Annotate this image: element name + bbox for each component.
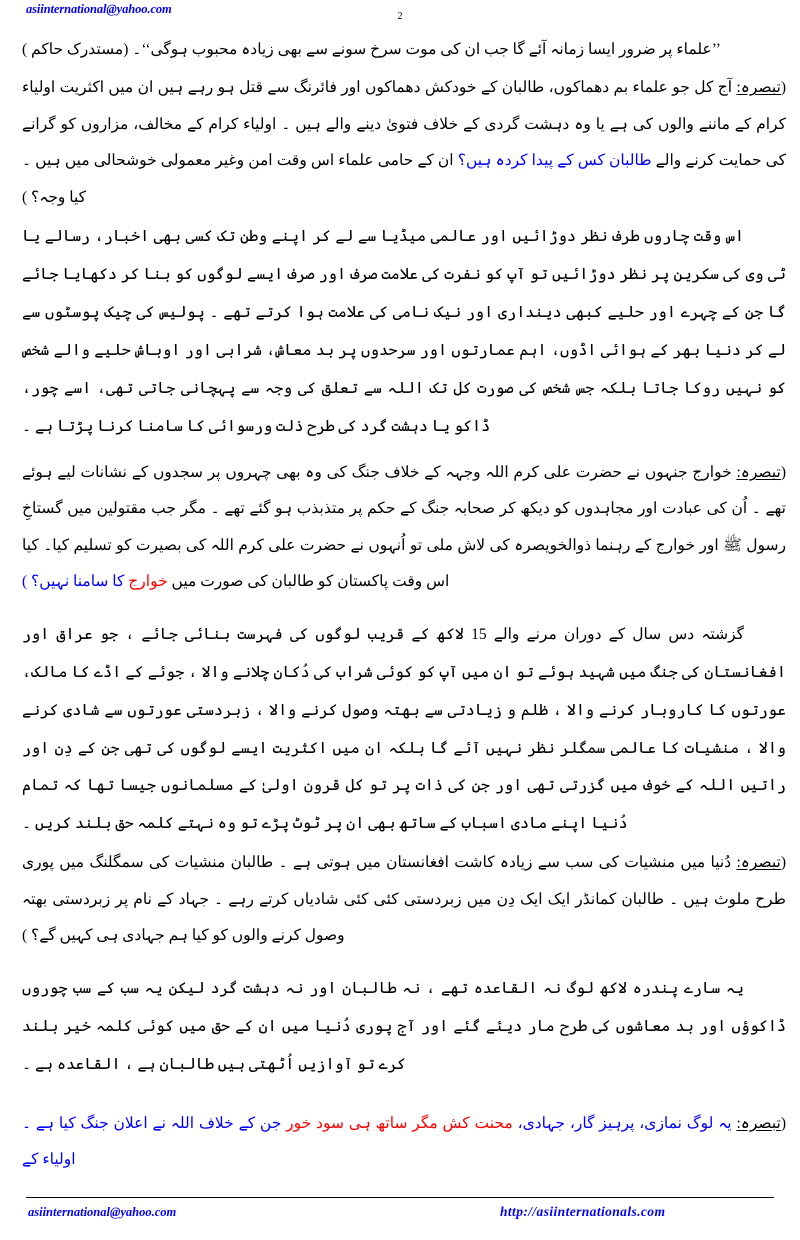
paragraph-spacer: [22, 1086, 786, 1106]
paragraph-body-3: یہ سارے پندرہ لاکھ لوگ نہ القاعدہ تھے ، نہ طالبان اور نہ دہشت گرد لیکن یہ سب کے سب چوروں ڈاکوؤں اور بد معاشوں کی طرح مار دیئے گئے اور آج پوری دُنیا میں ان کے حق میں کوئی کلمہ خیر بلند کرے تو آوازیں اُٹھتی ہیں طالبان ہے ، القاعدہ ہے ۔: [22, 979, 786, 1073]
commentary-text-part1: خوارج جنہوں نے حضرت علی کرم اللہ وجہہ کے خلاف جنگ کی وہ بھی چہروں پر سجدوں کے نشانات لیے ہوئے تھے ۔ اُن کی عبادت اور مجاہدوں کو دیکھ کر صحابہ جنگ کے حکم پر متذبذب ہو گئے تھے ۔ مگر جب مقتولین میں گستاخِ رسول ﷺ اور خوارج کے رہنما ذوالخویصرہ کی لاش ملی تو اُنہوں نے حضرت علی کرم اللہ کی بصیرت کو تسلیم کیا۔ کیا اس وقت پاکستان کو طالبان کی صورت میں: [22, 463, 786, 591]
paren-open: (: [780, 463, 786, 481]
page-footer: [0, 1180, 800, 1240]
footer-divider: [26, 1197, 774, 1198]
paragraph-commentary-2: [22, 455, 786, 601]
paragraph-commentary-3: [22, 845, 786, 954]
commentary-label: تبصرہ:: [736, 1114, 781, 1132]
footer-website-url[interactable]: http://asiinternationals.com: [500, 1204, 666, 1220]
commentary-text-part2: ان کے حامی علماء اس وقت امن وغیر معمولی خوشحالی میں ہیں ۔ کیا وجہ؟ ): [22, 152, 458, 206]
paragraph-spacer: [22, 957, 786, 970]
page-number: 2: [397, 11, 403, 22]
page-header: [0, 0, 800, 32]
paragraph-body-1: اس وقت چاروں طرف نظر دوڑائیں اور عالمی میڈیا سے لے کر اپنے وطن تک کسی بھی اخبار، رسالے یا ٹی وی کی سکرین پر نظر دوڑائیں تو آپ کو نفرت کی علامت صرف اور صرف ایسے لوگوں کو بنا کر دکھایا جائے گا جن کے چہرے اور حلیے کبھی دینداری اور نیک نامی کی علامت ہوا کرتے تھے ۔ پولیس کی چیک پوسٹوں سے لے کر دنیا بھر کے ہوائی اڈوں، اہم عمارتوں اور سرحدوں پر بد معاش، شرابی اور اوباش حلیے والے شخص کو نہیں روکا جاتا بلکہ جس شخص کی صورت کل تک اللہ سے تعلق کی وجہ سے پہچانی جاتی تھی، اسے چور، ڈاکو یا دہشت گرد کی طرح ذلت ورسوائی کا سامنا کرنا پڑتا ہے ۔: [22, 228, 786, 435]
highlight-blue-taliban-question: طالبان کس کے پیدا کردہ ہیں؟: [457, 152, 652, 170]
paren-open: (: [780, 854, 786, 872]
commentary-text-part1: یہ لوگ نمازی، پرہیز گار، جہادی،: [512, 1114, 737, 1132]
highlight-red-sood-khor: محنت کش مگر ساتھ ہی سود خور: [286, 1114, 513, 1132]
footer-email-address[interactable]: asiinternational@yahoo.com: [28, 1205, 177, 1220]
highlight-red-khawarij: خوارج: [128, 573, 168, 591]
document-body: [0, 32, 800, 1180]
commentary-label: تبصرہ:: [736, 854, 781, 872]
paragraph-commentary-1: [22, 70, 786, 216]
paragraph-body-2: گزشتہ دس سال کے دوران مرنے والے 15 لاکھ کے قریب لوگوں کی فہرست بنائی جائے ، جو عراق اور افغانستان کی جنگ میں شہید ہوئے تو ان میں آپ کو کوئی شراب کی دُکان چلانے والا ، جوئے کے اڈے کا مالک، عورتوں کا کاروبار کرنے والا ، ظلم و زیادتی سے بھتہ وصول کرنے والا ، زبردستی عورتوں سے شادی کرنے والا ، منشیات کا عالمی سمگلر نظر نہیں آئے گا بلکہ ان میں اکثریت ایسے لوگوں کی تھی جن کے دِن اور راتیں اللہ کے خوف میں گزرتی تھی اور جن کی ذات پر تو کل قرون اولیٰ کے مسلمانوں جیسا تھا کہ تمام دُنیا اپنے مادی اسباب کے ساتھ بھی ان پر ٹوٹ پڑے تو وہ نہتے کلمہ حق بلند کریں ۔: [22, 625, 786, 833]
commentary-text-part1: آج کل جو علماء بم دھماکوں، طالبان کے خودکش دھماکوں اور فائرنگ سے قتل ہو رہے ہیں ان میں اکثریت اولیاء کرام کے ماننے والوں کی ہے یا وہ دہشت گردی کے خلاف فتویٰ دینے والے ہیں ۔ اولیاء کرام کے مخالف، مزاروں کو گرانے کی حمایت کرنے والے: [22, 79, 786, 170]
paragraph-commentary-4: [22, 1106, 786, 1179]
header-email-address: asiinternational@yahoo.com: [26, 2, 172, 16]
commentary-text: دُنیا میں منشیات کی سب سے زیادہ کاشت افغانستان میں ہوتی ہے ۔ طالبان منشیات کی سمگلنگ میں پوری طرح ملوث ہیں ۔ طالبان کمانڈر ایک ایک دِن میں زبردستی کئی کئی شادیاں کرتے رہے ۔ جہاد کے نام پر زبردستی بھتہ وصول کرنے والوں کو کیا ہم جہادی ہی کہیں گے؟ ): [22, 854, 786, 945]
paragraph-spacer: [22, 603, 786, 616]
paren-open: (: [780, 79, 786, 97]
paragraph-quotation: ’’علماء پر ضرور ایسا زمانہ آئے گا جب ان کی موت سرخ سونے سے بھی زیادہ محبوب ہوگی‘‘۔ (مستدرک حاکم ): [22, 41, 721, 58]
commentary-label: تبصرہ:: [736, 79, 781, 97]
commentary-text-part2: جن کے خلاف اللہ نے اعلان جنگ کیا ہے ۔ اولیاء کے: [22, 1114, 287, 1169]
paragraph-spacer: [22, 448, 786, 455]
commentary-label: تبصرہ:: [736, 463, 781, 481]
paren-open: (: [780, 1114, 786, 1132]
highlight-blue-khawarij-question: کا سامنا نہیں؟ ): [22, 573, 129, 591]
